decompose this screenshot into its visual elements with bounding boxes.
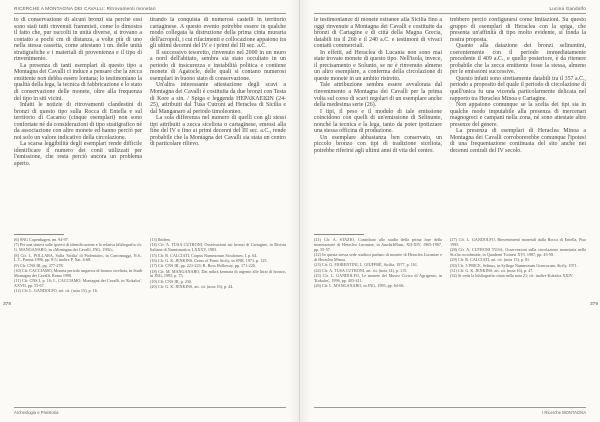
footer-text: Archeologia e Preistoria bbox=[14, 410, 59, 415]
body-paragraph: trebbero perciò configurarsi come Imitazioni. Su questo gruppo di esemplari di Heraclea con la spiga, che presenta un'affinità di tipo molto evidente, si fonda la nostra proposta. bbox=[450, 17, 586, 43]
footnote: (16) Cfr. G. K. JENKINS, Coins of Punic Sicily, in SNR, 1971, p. 125. bbox=[150, 257, 268, 263]
footnote: (15) Cfr. R. CALCIATI, Corpus Nummorum Siculorum, I, p. 64. bbox=[150, 252, 258, 258]
body-paragraph: Un esemplare abbastanza ben conservato, un piccolo bronzo con tipi di tradizione siceliota, potrebbe riferirsi agli ultimi anni di vita del centro. bbox=[314, 134, 442, 154]
footer-text: I Ricerche MONTAGNA bbox=[542, 410, 586, 415]
footnotes-left bbox=[314, 238, 442, 398]
footnote: (24) Cfr. A. TUSA CUTRONI, art. cit. (nota 14), p. 115. bbox=[314, 267, 408, 273]
footnote: (6) SNG Copenhagen, nn. 94-97. bbox=[14, 238, 69, 242]
body-column-right bbox=[450, 17, 586, 222]
footnote-rule bbox=[14, 234, 64, 235]
body-paragraph: I tipi, il peso e il modulo di tale emissione coincidono con quelli di un'emissione di Selinunte, nonché la tecnica e la lega, tanto da poter ipotizzare una stessa officina di produzione. bbox=[314, 108, 442, 135]
running-head: RICERCHE A MONTAGNA DEI CAVALLI: Ritrovamenti monetari bbox=[14, 6, 156, 11]
body-paragraph: Tale attribuzione sembra essere avvalorata dal rinvenimento a Montagna dei Cavalli per la prima volta sul corso di scavi regolari di un esemplare anche della medesima serie (26). bbox=[314, 82, 442, 109]
footnote: (25) Cfr. L. GANDOLFO, Le monete del Museo Civico di Agrigento, in 'Kokalos', 1996, pp. 405-411. bbox=[314, 272, 442, 283]
body-paragraph: Questo infatti sono strettamente databili tra il 357 a.C., periodo a proposito del quale il periodo di circolazione di quell'unica fu una vicenda particolarmente delicata nel rapporto tra Heraclea Minoa e Cartagine. bbox=[450, 75, 586, 102]
body-paragraph: La presenza di tanti esemplari di questo tipo a Montagna dei Cavalli ci induce a pensare che la zecca emittente non debba essere lontana; lo testimoniano la qualità della lega, la tecnica di fabbricazione e lo stato di conservazione delle monete, oltre alla frequenza del tipo in siti vicini. bbox=[14, 62, 142, 102]
page-number: 378 bbox=[3, 302, 12, 307]
footnote: (17) Cfr. CNS III, pp. 221-223; R. Ross Holloway, pp. 171-220. bbox=[150, 263, 256, 269]
footnote: (26) Cfr. L. MANGANARO, in JNG, 1995, pp. 64-66. bbox=[314, 283, 405, 289]
footnote: (28) Cfr. A. CUTRONI TUSA, Osservazioni sulla circolazione monetaria nella Sicilia occidentale, in Quaderni Ticinesi XVI, 1987, pp. 45-58. bbox=[450, 247, 586, 258]
body-column-left bbox=[314, 17, 442, 222]
body-paragraph: le testimonianze di monete estranee alla Sicilia fino a oggi rinvenute a Montagna dei Cavalli e costituite da bronzi di Cartagine e di città della Magna Grecia, databili tra il 260 e il 240 a.C. e testimoni di vivaci contatti commerciali. bbox=[314, 17, 442, 50]
footnote: (22) In questa stessa sede studiosi parlano di monete di Heraclea Lucaniae e di Heraclea Minoa. bbox=[314, 252, 442, 262]
footnote: (23) Cfr. G. FIORENTINI, L. GIUFFRÈ, Sicilia, 1977, p. 161. bbox=[314, 262, 418, 268]
footnotes-right bbox=[450, 238, 586, 398]
body-paragraph: Un'altra interessante attestazione degli scavi a Montagna dei Cavalli è costituita da due bronzi con Testa di Kore a sin. / Spiga e leggenda HEPAKΛEIΩN (24-25), attribuiti dal Tusa Cutroni ad Heraclea di Sicilia e dal Manganaro al periodo timoleonteo. bbox=[150, 82, 286, 115]
footnote: (12) Cfr. L. GANDOLFO, art. cit. (nota 15), p. 16. bbox=[14, 288, 98, 294]
body-column-right bbox=[150, 17, 286, 222]
right-page bbox=[300, 0, 600, 422]
footnote: (10) Cfr. CACCIAMO, Moneta periodo ungarica di bronzo siceliota, in Studi Montagna dei Cavalli, Roma 1998. bbox=[14, 268, 142, 278]
footnote: (18) Cfr. M. MANGANARO, Dai mikrà kermata di argento alle litrai di bronzo, in JNG, 1995, p. 75. bbox=[150, 268, 286, 279]
body-paragraph: La scarsa leggibilità degli esemplari rende difficile identificare il numero dei conii utilizzati per l'emissione, che resta perciò ancora un problema aperto. bbox=[14, 141, 142, 168]
body-paragraph: tirando la conquista di numerosi castelli in territorio cartaginese. A questo evento potrebbe essere in qualche modo collegata la distruzione della prima cinta muraria dell'acropoli, i cui rifacimenti e collocazione appaiono tra gli ultimi decenni del IV e i primi del III sec. a.C. bbox=[150, 17, 286, 50]
header-rule bbox=[14, 13, 286, 14]
footer-rule bbox=[314, 407, 586, 408]
footnote: (8) Cfr. L. POLLARA, Sulla 'Sicilia' di Ptolemaios, in Cartonnaggi, N.S., L.T., Parma 1996, pp. 8-5; inoltre P. Nat, 6-68. bbox=[14, 252, 142, 263]
footnote: (19) Cfr. CNS III, p. 230. bbox=[150, 278, 192, 284]
body-column-left bbox=[14, 17, 142, 222]
header-rule bbox=[314, 13, 586, 14]
footnote: (20) Cfr. G. K. JENKINS, art. cit. (nota 16), p. 44. bbox=[150, 284, 234, 290]
footnote: (31) Cfr. G. K. JENKINS, art. cit. (nota 16), p. 47. bbox=[450, 268, 534, 274]
body-paragraph: La sola differenza nel numero di quelli con gli stessi tipi attribuiti a zecca siceliota o cartaginese, emessi alla fine del IV e fino ai primi decenni del III sec. a.C., rende probabile che la Montagna dei Cavalli sia stata un centro di particolare rilievo. bbox=[150, 115, 286, 148]
footnote-rule bbox=[314, 234, 364, 235]
book-gutter bbox=[288, 0, 312, 422]
body-paragraph: Quanto alla datazione dei bronzi selinuntini, coerentemente con il periodo immediatamente precedente il 409 a.C., e quello posteriore, è da ritenere probabile che la zecca emittente fosse la stessa, almeno per le emissioni successive. bbox=[450, 43, 586, 76]
footer-rule bbox=[14, 407, 286, 408]
footnote: (29) Cfr. R. CALCIATI, art. cit. (nota 15), p. 81. bbox=[450, 257, 531, 263]
footnote: (13) Ibidem. bbox=[150, 238, 171, 242]
footnote: (14) Cfr. A. TUSA CUTRONI, Osservazioni sui bronzi di Cartagine, in Rivista Italiana di Numismatica, LXXXV, 1983. bbox=[150, 242, 286, 253]
footnote: (27) Cfr. L. GANDOLFO, Rinvenimenti monetali dalla Rocca di Entella, Pisa 1995. bbox=[450, 238, 586, 247]
footnote: (7) Per una sintesi sulle ipotesi di identificazione e la relativa bibliografia cfr. G. MANGANARO, in «Montagna dei Cavalli, JNG, 1992». bbox=[14, 242, 142, 253]
footnote: (11) Cfr. CNS I, p. 16; L. CACCIAMO, Montagna dei Cavalli, in 'Kokalos', XXVII, pp. 55-67. bbox=[14, 278, 142, 289]
footnote: (21) Cfr. A. STAZIO, Contributo allo studio della prima fase della monetazione di Heraclea Lucaniae, in AnnIstItNum, XII-XIV, 1965-1967, pp. 55-57. bbox=[314, 238, 442, 252]
running-head: Lucina Gandolfo bbox=[549, 6, 586, 11]
body-paragraph: Infatti le notizie di ritrovamenti clandestini di bronzi di questo tipo sulla Rocca di Entella e sul territorio di Cacamo (cinque esemplari) non sono confortate né da considerazioni di tipo stratigrafico né da associazione con altre monete ed hanno perciò per noi solo un valore indicativo della circolazione. bbox=[14, 102, 142, 141]
footnotes-right bbox=[150, 238, 286, 398]
body-paragraph: Il successivo tesoretto, rinvenuto nel 2000 in un muro a nord dell'abitato, sembra sia stato occultato in un periodo di insicurezza e instabilità politica e contiene monete di Agatocle, delle quali si contano numerosi esemplari in buono stato di conservazione. bbox=[150, 49, 286, 82]
body-paragraph: In effetti, ad Heraclea di Lucania non sono mai state trovate monete di questo tipo. Nell'isola, invece, il precisamento e Solunto, se ne è rinvenuto almeno un altro esemplare, a conferma della circolazione di queste monete in un ambito ristretto. bbox=[314, 49, 442, 82]
body-paragraph: to di conservazione di alcuni bronzi sia perché essi sono stati tutti rinvenuti frammisti, come lo dimostra il fatto che, pur raccolti in unità diverse, si trovano a contatto a pochi cm di distanza, a volte più di uno nella stessa cassetta, come attestano i nn. delle unità stratigrafiche e i materiali di provenienza e il tipo di rinvenimento. bbox=[14, 17, 142, 63]
page-number: 379 bbox=[589, 302, 598, 307]
body-paragraph: Non appaiono comunque se la scelta dei tipi sia in qualche modo imputabile alla presenza di mercenari magnogreci e campani nella zona, né sono attestate altre presenze del genere. bbox=[450, 102, 586, 128]
footnote: (30) Cfr. J. PRICE, Selinus, in Sylloge Nummorum Graecorum, Sicily, 1971. bbox=[450, 262, 578, 268]
footnote: (32) Si veda la bibliografia citata nella nota 21; cfr. inoltre Kokalos XXIV. bbox=[450, 273, 574, 279]
footnote: (9) Cfr. CNS III, pp. 277-278. bbox=[14, 262, 64, 268]
footnotes-left bbox=[14, 238, 142, 398]
body-paragraph: La presenza di esemplari di Heraclea Minoa a Montagna dei Cavalli corroborerebbe comunque l'ipotesi di una frequentazione continuata del sito anche nei decenni centrali del IV secolo. bbox=[450, 128, 586, 154]
